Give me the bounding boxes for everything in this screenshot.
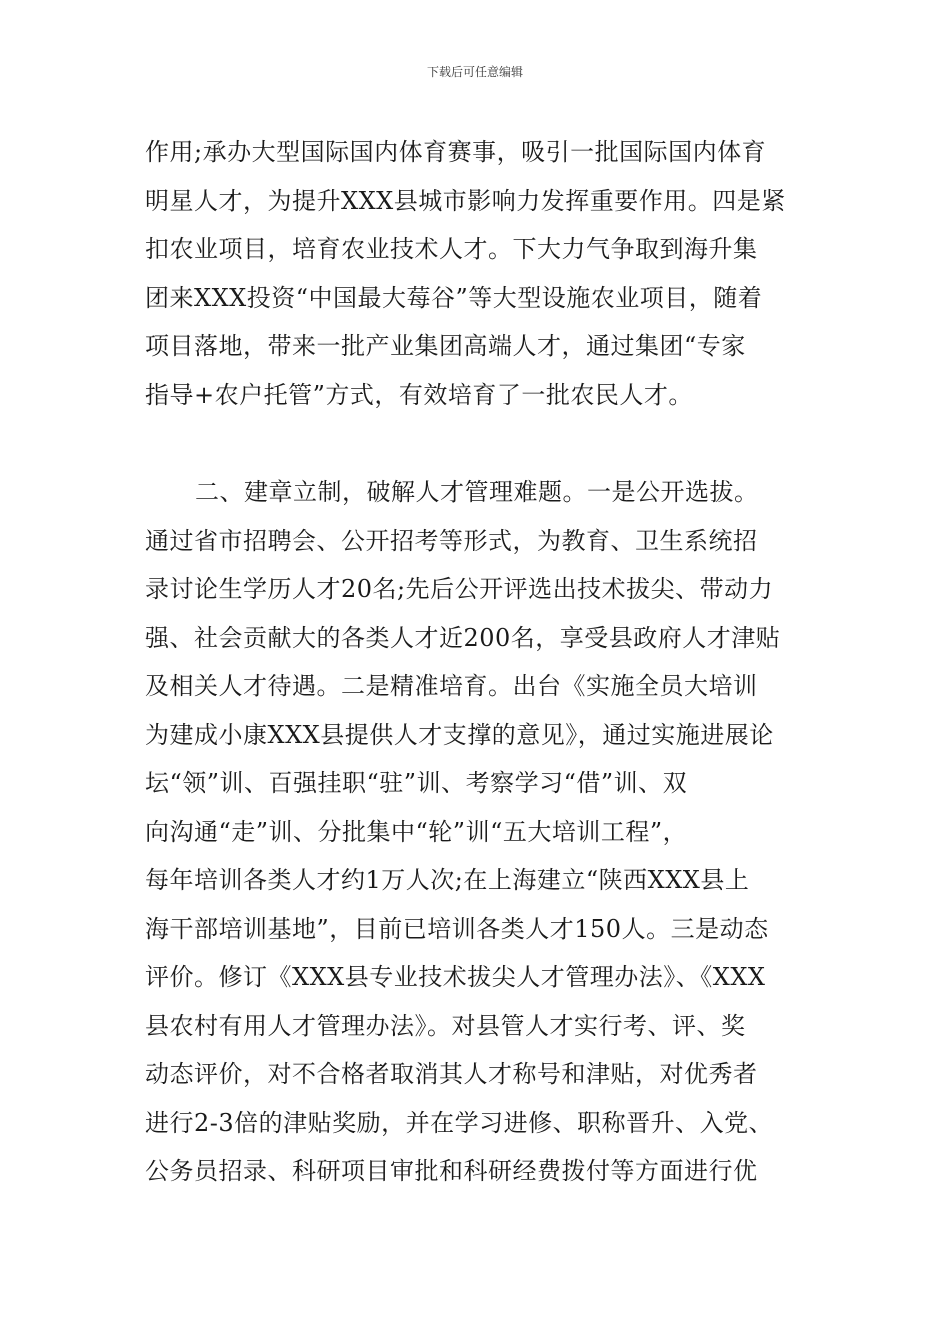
text-line: 指导+农户托管”方式，有效培育了一批农民人才。 [145,380,693,409]
text-line: 动态评价，对不合格者取消其人才称号和津贴，对优秀者 [145,1060,758,1088]
document-body [145,128,810,1196]
paragraph-spacer [145,419,810,468]
text-line: 向沟通“走”训、分批集中“轮”训“五大培训工程”， [145,817,688,846]
text-line: 明星人才，为提升XXX县城市影响力发挥重要作用。四是紧 [145,186,786,215]
paragraph-2 [145,468,810,1196]
text-line: 坛“领”训、百强挂职“驻”训、考察学习“借”训、双 [145,769,688,797]
text-line: 海干部培训基地”，目前已培训各类人才150人。三是动态 [145,914,769,943]
paragraph-1 [145,128,810,419]
text-line: 公务员招录、科研项目审批和科研经费拨付等方面进行优 [145,1157,758,1185]
text-line: 二、建章立制，破解人才管理难题。一是公开选拔。 [195,478,759,506]
text-line: 评价。修订《XXX县专业技术拔尖人才管理办法》、《XXX [145,963,766,991]
text-line: 强、社会贡献大的各类人才近200名，享受县政府人才津贴 [145,623,781,652]
text-line: 每年培训各类人才约1万人次;在上海建立“陕西XXX县上 [145,866,750,894]
page-header: 下载后可任意编辑 [426,65,523,79]
text-line: 及相关人才待遇。二是精准培育。出台《实施全员大培训 [145,672,758,700]
text-line: 为建成小康XXX县提供人才支撑的意见》，通过实施进展论 [145,720,774,749]
text-line: 项目落地，带来一批产业集团高端人才，通过集团“专家 [145,332,746,360]
text-line: 录讨论生学历人才20名;先后公开评选出技术拔尖、带动力 [145,575,774,603]
text-line: 县农村有用人才管理办法》。对县管人才实行考、评、奖 [145,1011,746,1040]
text-line: 团来XXX投资“中国最大莓谷”等大型设施农业项目，随着 [145,283,763,312]
text-line: 进行2-3倍的津贴奖励，并在学习进修、职称晋升、入党、 [145,1108,774,1137]
text-line: 扣农业项目，培育农业技术人才。下大力气争取到海升集 [145,235,758,263]
text-line: 通过省市招聘会、公开招考等形式，为教育、卫生系统招 [145,526,758,555]
text-line: 作用;承办大型国际国内体育赛事，吸引一批国际国内体育 [145,138,767,166]
